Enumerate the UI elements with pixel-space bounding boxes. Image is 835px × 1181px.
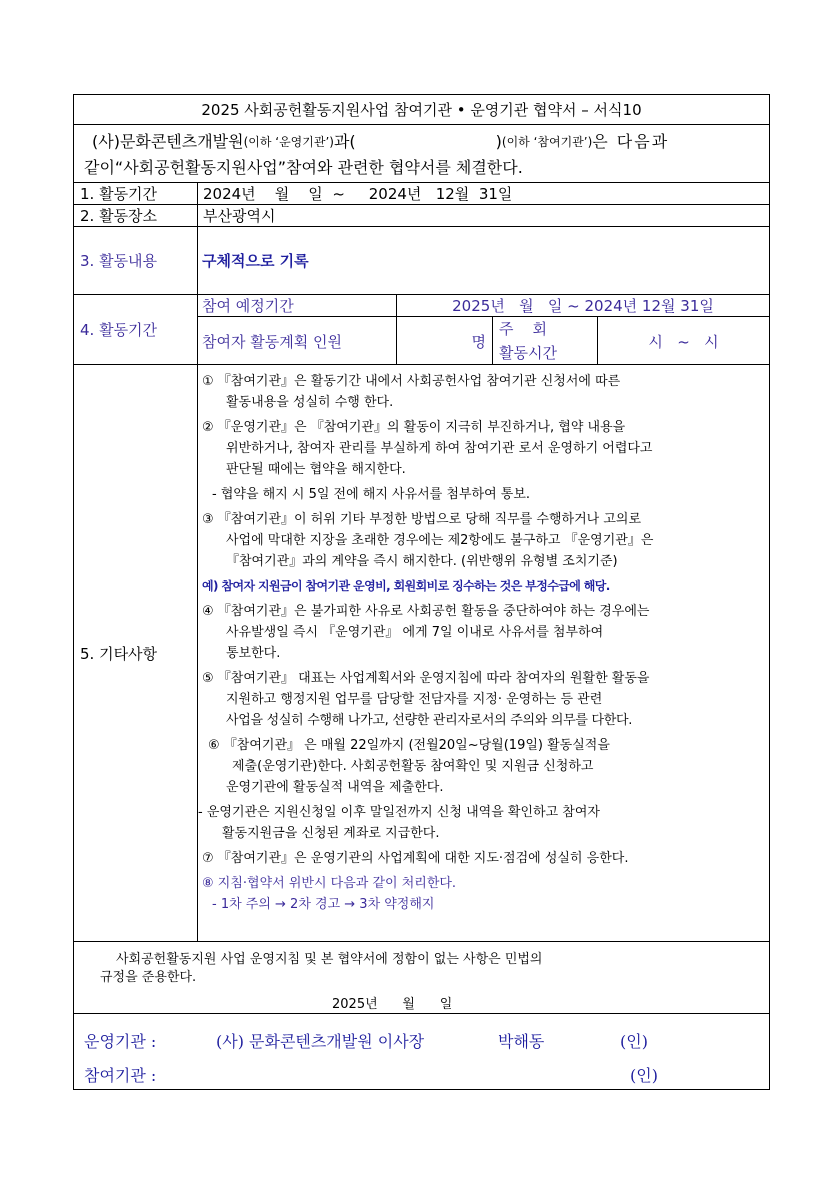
- intro-paragraph: [74, 125, 769, 183]
- participant-label: 참여기관 :: [84, 1066, 157, 1085]
- clause-1-line-2: 활동내용을 성실히 수행 한다.: [226, 395, 394, 410]
- weekly-hours-value[interactable]: 시 ~ 시: [648, 332, 719, 351]
- clause-5-line-3: 사업을 성실히 수행해 나가고, 선량한 관리자로서의 주의와 의무를 다한다.: [226, 713, 633, 728]
- clause-6-note-line-1: - 운영기관은 지원신청일 이후 말일전까지 신청 내역을 확인하고 참여자: [198, 805, 600, 820]
- footer-date: 2025년 월 일: [332, 997, 453, 1012]
- operator-label: 운영기관 :: [84, 1032, 157, 1051]
- footer-note-line-2: 규정을 준용한다.: [100, 970, 197, 985]
- weekly-hours-label: [493, 317, 598, 365]
- clause-8-line-1: ⑧ 지침·협약서 위반시 다음과 같이 처리한다.: [202, 876, 457, 891]
- weekly-count-label: 주 회: [499, 320, 548, 338]
- clause-2-note: - 협약을 해지 시 5일 전에 해지 사유서를 첨부하여 통보.: [212, 487, 531, 502]
- operator-name: (사)문화콘텐츠개발원: [92, 132, 244, 151]
- place-row: [74, 205, 769, 227]
- participant-seal: (인): [630, 1066, 658, 1085]
- intro-and: 과(: [333, 132, 356, 151]
- operator-alias: (이하 ‘운영기관’): [243, 135, 334, 149]
- operator-person: 박해동: [498, 1032, 545, 1051]
- participant-signature-line: [84, 1063, 658, 1086]
- clause-8-line-2: - 1차 주의 → 2차 경고 → 3차 약정해지: [212, 897, 435, 912]
- clause-6-note-line-2: 활동지원금을 신청된 계좌로 지급한다.: [222, 826, 440, 841]
- clause-6-line-2: 제출(운영기관)한다. 사회공헌활동 참여확인 및 지원금 신청하고: [232, 759, 594, 774]
- etc-row: [74, 365, 769, 942]
- clause-8: [202, 873, 765, 915]
- clause-2-line-3: 판단될 때에는 협약을 해지한다.: [226, 462, 406, 477]
- clause-1-line-1: ① 『참여기관』은 활동기간 내에서 사회공헌사업 참여기관 신청서에 따른: [202, 374, 621, 389]
- intro-tail: 은 다음과: [592, 132, 670, 151]
- clause-6: [202, 735, 765, 798]
- form-title-text: 2025 사회공헌활동지원사업 참여기관 • 운영기관 협약서 – 서식10: [201, 101, 642, 119]
- clause-2: [202, 417, 765, 480]
- footer-note: [74, 951, 769, 1012]
- place-label: 2. 활동장소: [74, 205, 198, 226]
- clause-3-example: 예) 참여자 지원금이 참여기관 운영비, 회원회비로 징수하는 것은 부정수급에 해당.: [202, 579, 610, 593]
- clause-6-note: [198, 802, 765, 844]
- clause-6-line-3: 운영기관에 활동실적 내역을 제출한다.: [226, 780, 444, 795]
- plan-row: [74, 295, 769, 365]
- period-row: [74, 183, 769, 205]
- clause-2-line-1: ② 『운영기관』은 『참여기관』의 활동이 지극히 부진하거나, 협약 내용을: [202, 420, 626, 435]
- participant-blank[interactable]: [356, 129, 496, 155]
- place-value[interactable]: 부산광역시: [203, 207, 276, 225]
- period-label: 1. 활동기간: [74, 183, 198, 204]
- clause-6-line-1: ⑥ 『참여기관』 은 매월 22일까지 (전월20일~당월(19일) 활동실적을: [208, 738, 610, 753]
- plan-period-value[interactable]: 2025년 월 일 ~ 2024년 12월 31일: [397, 295, 769, 317]
- intro-close-paren: ): [495, 132, 502, 151]
- operator-org-name: (사) 문화콘텐츠개발원 이사장: [216, 1032, 425, 1051]
- period-value[interactable]: 2024년 월 일 ~ 2024년 12월 31일: [203, 185, 513, 203]
- clause-3-line-3: 『참여기관』과의 계약을 즉시 해지한다. (위반행위 유형별 조치기준): [226, 554, 618, 569]
- clause-4-line-2: 사유발생일 즉시 『운영기관』 에게 7일 이내로 사유서를 첨부하여: [226, 625, 604, 640]
- participant-alias: (이하 ‘참여기관’): [501, 135, 593, 149]
- clause-4-line-3: 통보한다.: [226, 646, 281, 661]
- clause-5-line-2: 지원하고 행정지원 업무를 담당할 전담자를 지정· 운영하는 등 관련: [226, 692, 603, 707]
- plan-people-value[interactable]: 명: [397, 317, 493, 365]
- etc-label: 5. 기타사항: [74, 365, 198, 941]
- operator-seal: (인): [620, 1032, 648, 1051]
- agreement-form: [73, 94, 770, 1090]
- footer-divider: [74, 1013, 769, 1014]
- clause-1: [202, 371, 765, 413]
- clause-7: ⑦ 『참여기관』은 운영기관의 사업계획에 대한 지도·점검에 성실히 응한다.: [202, 851, 629, 866]
- clause-3: [202, 509, 765, 572]
- footer-note-line-1: 사회공헌활동지원 사업 운영지침 및 본 협약서에 정함이 없는 사항은 민법의: [116, 952, 543, 967]
- clause-3-line-2: 사업에 막대한 지장을 초래한 경우에는 제2항에도 불구하고 『운영기관』은: [226, 533, 654, 548]
- plan-label: 4. 활동기간: [74, 295, 198, 364]
- clause-4: [202, 601, 765, 664]
- weekly-time-label: 활동시간: [499, 344, 557, 362]
- content-value[interactable]: 구체적으로 기록: [202, 252, 309, 270]
- clause-2-line-2: 위반하거나, 참여자 관리를 부실하게 하여 참여기관 로서 운영하기 어렵다고: [226, 441, 653, 456]
- clause-4-line-1: ④ 『참여기관』은 불가피한 사유로 사회공헌 활동을 중단하여야 하는 경우에는: [202, 604, 650, 619]
- plan-period-label: 참여 예정기간: [198, 295, 397, 317]
- intro-line-1: [84, 129, 759, 155]
- content-label: 3. 활동내용: [74, 227, 198, 294]
- form-title: [74, 95, 769, 125]
- clause-5-line-1: ⑤ 『참여기관』 대표는 사업계획서와 운영지침에 따라 참여자의 원활한 활동을: [202, 671, 650, 686]
- content-row: [74, 227, 769, 295]
- clause-5: [202, 668, 765, 731]
- plan-people-label: 참여자 활동계획 인원: [198, 317, 397, 365]
- intro-line-2: 같이“사회공헌활동지원사업”참여와 관련한 협약서를 체결한다.: [84, 158, 523, 177]
- etc-content: [198, 365, 769, 941]
- operator-signature-line: [84, 1029, 648, 1052]
- clause-3-line-1: ③ 『참여기관』이 허위 기타 부정한 방법으로 당해 직무를 수행하거나 고의로: [202, 512, 642, 527]
